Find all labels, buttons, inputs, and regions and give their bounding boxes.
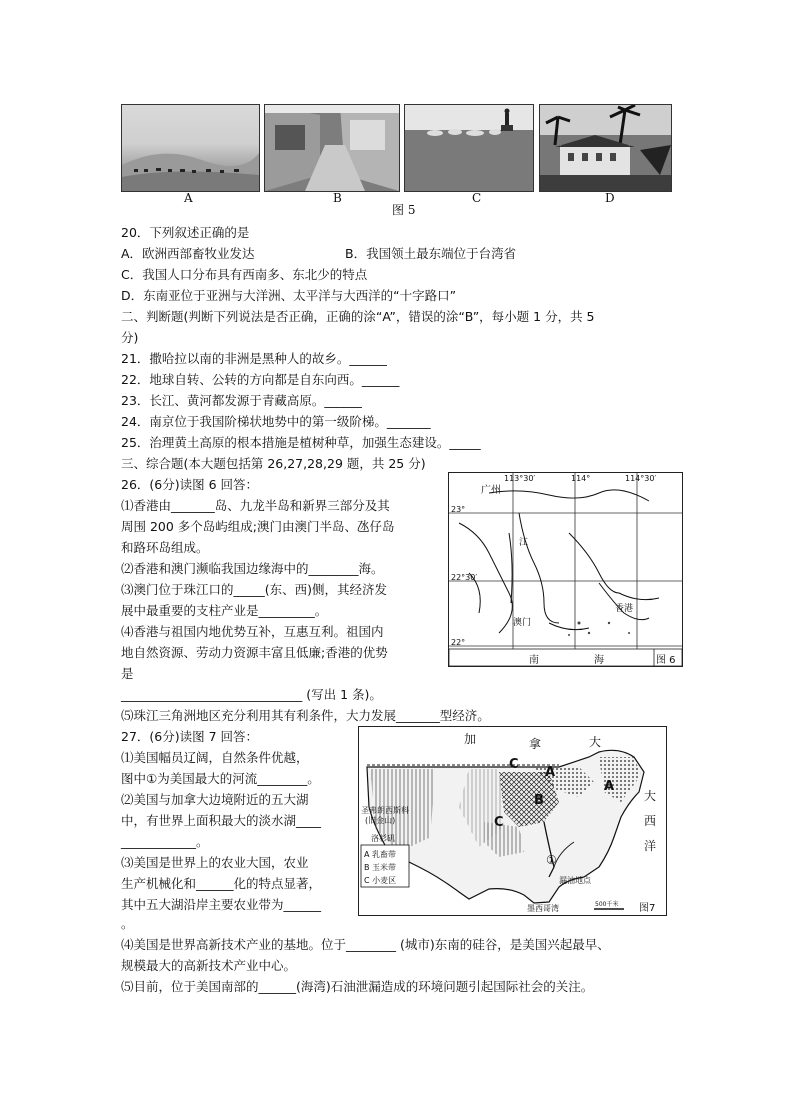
- map6-pearl-river-delta: [448, 472, 683, 667]
- map6-lon-3: 114°30′: [625, 474, 657, 483]
- q26-line7: ⑷香港与祖国内地优势互补，互惠互利。祖国内: [121, 624, 384, 639]
- section3-title: 三、综合题(本大题包括第 26,27,28,29 题，共 25 分): [121, 456, 426, 471]
- section2-title: 二、判断题(判断下列说法是否正确，正确的涂“A”，错误的涂“B”，每小题 1 分，共 5: [121, 309, 595, 324]
- map7-scale: 500千米: [595, 901, 619, 908]
- q20-option-b: B．我国领土最东端位于台湾省: [345, 246, 517, 261]
- q20-option-c: C．我国人口分布具有西南多、东北少的特点: [121, 267, 368, 282]
- map6-river-label: 江: [519, 538, 529, 548]
- map7-label: 图7: [639, 903, 656, 914]
- map7-usa-agriculture: [358, 726, 667, 916]
- photo-label-a: A: [184, 191, 193, 205]
- map6-lat-3: 22°: [451, 638, 466, 647]
- q23: 23．长江、黄河都发源于青藏高原。______: [121, 393, 362, 408]
- map6-lat-2: 22°30′: [451, 573, 478, 582]
- q27-line10: ⑷美国是世界高新技术产业的基地。位于________ (城市)东南的硅谷，是美国兴起最早、: [121, 937, 610, 952]
- photo-label-b: B: [333, 191, 342, 205]
- map7-zone-c-north: C: [509, 757, 519, 772]
- map7-canada-1: 加: [464, 732, 477, 746]
- map7-atlantic-2: 西: [644, 814, 657, 828]
- map7-zone-b: B: [534, 793, 544, 808]
- map7-river-mark: ①: [546, 853, 557, 867]
- map6-label: 图 6: [656, 655, 676, 666]
- map7-city-la: 洛杉矶: [371, 834, 395, 843]
- map6-lat-1: 23°: [451, 505, 466, 514]
- map6-sea-sea: 海: [594, 655, 604, 666]
- q27-line6: ⑶美国是世界上的农业大国，农业: [121, 855, 309, 870]
- q27-line5: ____________。: [121, 834, 209, 849]
- q26-line6: 展中最重要的支柱产业是_________。: [121, 603, 328, 618]
- q27-line7: 生产机械化和______化的特点显著，: [121, 876, 322, 891]
- q27-line12: ⑸目前，位于美国南部的______(海湾)石油泄漏造成的环境问题引起国际社会的关注。: [121, 979, 594, 994]
- q27-line11: 规模最大的高新技术产业中心。: [121, 958, 297, 973]
- map7-legend-c: C 小麦区: [364, 876, 397, 885]
- q26-stem: 26．(6分)读图 6 回答：: [121, 477, 259, 492]
- q21: 21．撒哈拉以南的非洲是黑种人的故乡。______: [121, 351, 387, 366]
- photo-b-canal-town: [264, 104, 400, 192]
- map6-lon-1: 113°30′: [504, 474, 536, 483]
- q20-option-a: A．欧洲西部畜牧业发达: [121, 246, 255, 261]
- q26-line1: ⑴香港由_______岛、九龙半岛和新界三部分及其: [121, 498, 390, 513]
- q25: 25．治理黄土高原的根本措施是植树种草，加强生态建设。_____: [121, 435, 481, 450]
- photo-label-c: C: [472, 191, 482, 205]
- q22: 22．地球自转、公转的方向都是自东向西。______: [121, 372, 400, 387]
- map7-gulf-mexico: 墨西哥湾: [527, 904, 559, 913]
- q26-line2: 周围 200 多个岛屿组成;澳门由澳门半岛、氹仔岛: [121, 519, 395, 534]
- map6-macau: 澳门: [513, 618, 532, 628]
- q20-stem: 20．下列叙述正确的是: [121, 225, 250, 240]
- map6-city-guangzhou: 广州: [481, 485, 501, 496]
- map7-canada-3: 大: [589, 735, 602, 749]
- map6-lon-2: 114°: [571, 474, 591, 483]
- photo-c-grassland: [404, 104, 534, 192]
- q26-line4: ⑵香港和澳门濒临我国边缘海中的________海。: [121, 561, 384, 576]
- q26-line3: 和路环岛组成。: [121, 540, 209, 555]
- map7-zone-a-east: A: [604, 779, 615, 794]
- q27-line2: 图中①为美国最大的河流________。: [121, 771, 320, 786]
- q27-stem: 27．(6分)读图 7 回答：: [121, 729, 259, 744]
- map6-sea-south: 南: [529, 655, 539, 666]
- q27-line4: 中，有世界上面积最大的淡水湖____: [121, 813, 322, 828]
- map7-city-sf: 圣弗朗西斯科: [361, 806, 409, 815]
- q26-line5: ⑶澳门位于珠江口的_____(东、西)侧，其经济发: [121, 582, 388, 597]
- q26-line8: 地自然资源、劳动力资源丰富且低廉;香港的优势: [121, 645, 388, 660]
- q24: 24．南京位于我国阶梯状地势中的第一级阶梯。_______: [121, 414, 431, 429]
- photo-a-desert: [121, 104, 260, 192]
- map7-spill-site: 漏油地点: [559, 876, 591, 885]
- section2-title-cont: 分): [121, 330, 139, 345]
- q26-line11: ⑸珠江三角洲地区充分利用其有利条件，大力发展_______型经济。: [121, 708, 490, 723]
- map7-atlantic-3: 洋: [644, 839, 657, 853]
- figure5-caption: 图 5: [392, 203, 416, 217]
- map7-city-sf-alias: (旧金山): [365, 816, 396, 825]
- q20-option-d: D．东南亚位于亚洲与大洋洲、太平洋与大西洋的“十字路口”: [121, 288, 457, 303]
- photo-d-tropical-house: [539, 104, 672, 192]
- map7-zone-a-lakes: A: [545, 765, 556, 780]
- q26-line10: _____________________________ (写出 1 条)。: [121, 687, 382, 702]
- q27-line8: 其中五大湖沿岸主要农业带为______: [121, 897, 322, 912]
- photo-label-d: D: [605, 191, 615, 205]
- map7-zone-c-south: C: [494, 815, 504, 830]
- map7-legend-a: A 乳畜带: [364, 850, 397, 859]
- q27-line9: 。: [121, 916, 134, 931]
- map7-canada-2: 拿: [529, 737, 542, 751]
- map7-legend-b: B 玉米带: [364, 863, 397, 872]
- map7-atlantic-1: 大: [644, 789, 657, 803]
- q27-line3: ⑵美国与加拿大边境附近的五大湖: [121, 792, 309, 807]
- map6-hongkong: 香港: [615, 604, 634, 614]
- q26-line9: 是: [121, 666, 134, 681]
- q27-line1: ⑴美国幅员辽阔，自然条件优越，: [121, 750, 309, 765]
